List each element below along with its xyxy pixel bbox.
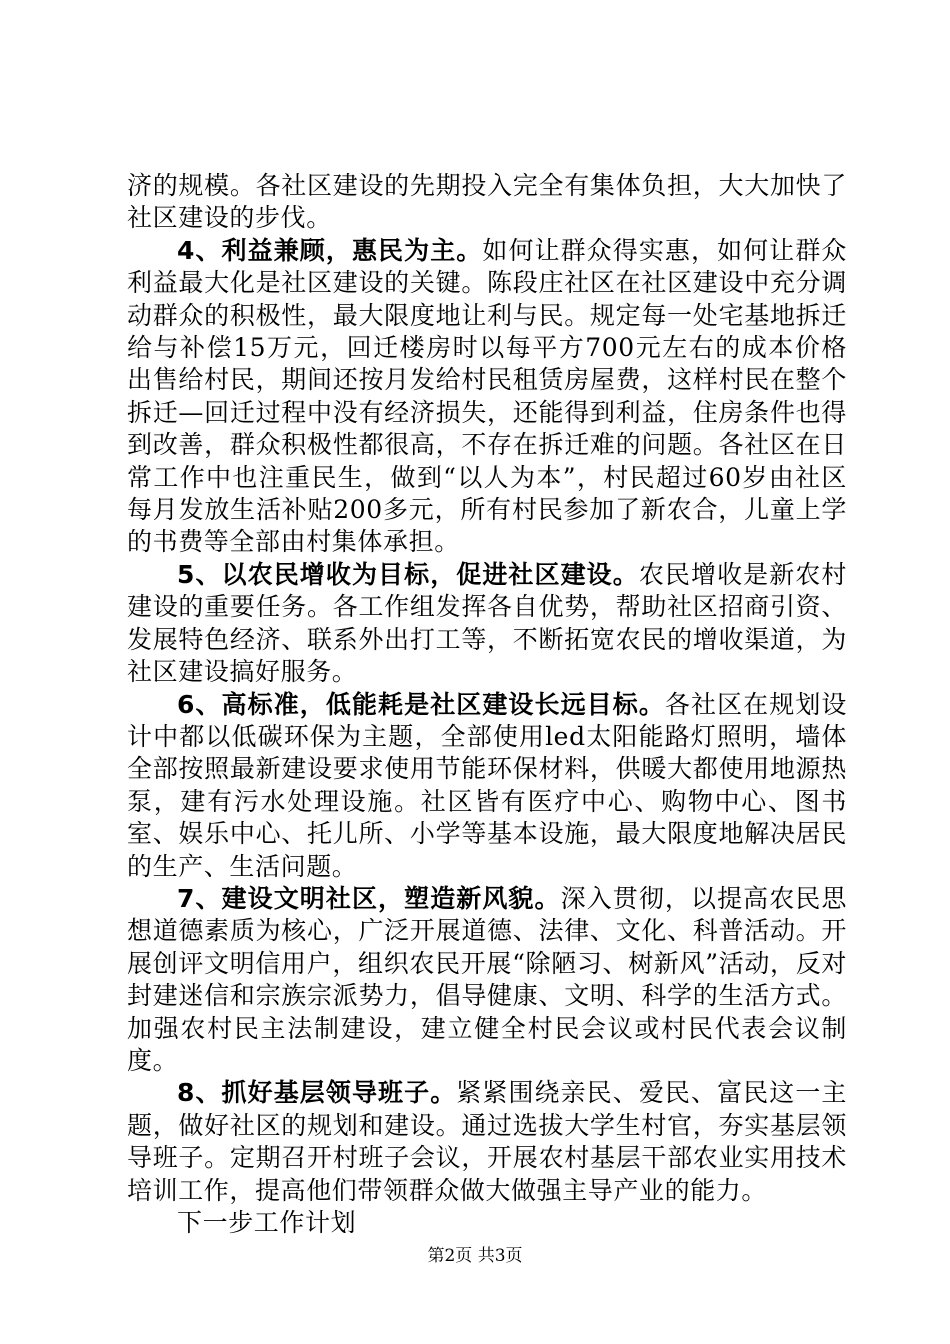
page-footer: [0, 1241, 950, 1266]
paragraph-heading: 4、利益兼顾，惠民为主。: [177, 235, 483, 265]
paragraph-text: 深入贯彻，以提高农民思想道德素质为核心，广泛开展道德、法律、文化、科普活动。开展创评文明信用户，组织农民开展“除陋习、树新风”活动，反对封建迷信和宗族宗派势力，倡导健康、文明、科学的生活方式。加强农村民主法制建设，建立健全村民会议或村民代表会议制度。: [127, 883, 847, 1075]
paragraph-heading: 7、建设文明社区，塑造新风貌。: [177, 883, 561, 913]
paragraph-item-8: [127, 1077, 847, 1207]
paragraph-heading: 5、以农民增收为目标，促进社区建设。: [177, 559, 639, 589]
paragraph-heading: 8、抓好基层领导班子。: [177, 1078, 457, 1108]
paragraph-item-5: [127, 559, 847, 689]
page-number-label: 第2页 共3页: [427, 1246, 523, 1266]
paragraph-item-6: [127, 689, 847, 883]
paragraph-continuation: [127, 170, 847, 235]
paragraph-heading: 6、高标准，低能耗是社区建设长远目标。: [177, 689, 665, 719]
document-body: [127, 170, 847, 1239]
paragraph-text: 农民增收是新农村建设的重要任务。各工作组发挥各自优势，帮助社区招商引资、发展特色经济、联系外出打工等，不断拓宽农民的增收渠道，为社区建设搞好服务。: [127, 559, 847, 687]
section-heading-next-steps: [127, 1207, 847, 1239]
paragraph-item-4: [127, 235, 847, 559]
paragraph-item-7: [127, 883, 847, 1077]
paragraph-text: 如何让群众得实惠，如何让群众利益最大化是社区建设的关键。陈段庄社区在社区建设中充分调动群众的积极性，最大限度地让利与民。规定每一处宅基地拆迁给与补偿15万元，回迁楼房时以每平方700元左右的成本价格出售给村民，期间还按月发给村民租赁房屋费，这样村民在整个拆迁—回迁过程中没有经济损失，还能得到利益，住房条件也得到改善，群众积极性都很高，不存在拆迁难的问题。各社区在日常工作中也注重民生，做到“以人为本”，村民超过60岁由社区每月发放生活补贴200多元，所有村民参加了新农合，儿童上学的书费等全部由村集体承担。: [127, 235, 847, 557]
paragraph-text: 各社区在规划设计中都以低碳环保为主题，全部使用led太阳能路灯照明，墙体全部按照最新建设要求使用节能环保材料，供暖大都使用地源热泵，建有污水处理设施。社区皆有医疗中心、购物中心、图书室、娱乐中心、托儿所、小学等基本设施，最大限度地解决居民的生产、生活问题。: [127, 689, 848, 881]
paragraph-text: 下一步工作计划: [177, 1208, 357, 1237]
paragraph-text: 济的规模。各社区建设的先期投入完全有集体负担，大大加快了社区建设的步伐。: [127, 171, 847, 233]
paragraph-text: 紧紧围绕亲民、爱民、富民这一主题，做好社区的规划和建设。通过选拔大学生村官，夯实基层领导班子。定期召开村班子会议，开展农村基层干部农业实用技术培训工作，提高他们带领群众做大做强主导产业的能力。: [127, 1078, 847, 1205]
